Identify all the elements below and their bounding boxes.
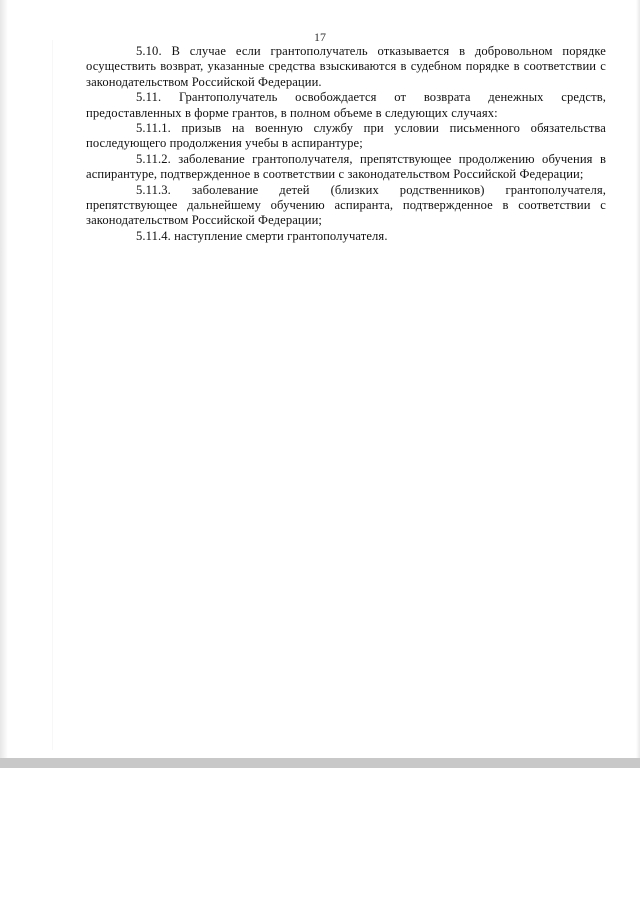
paragraph-5-11-4: 5.11.4. наступление смерти грантополучателя. — [136, 228, 388, 243]
scan-right-edge — [636, 0, 640, 760]
paragraph-5-11-3: 5.11.3. заболевание детей (близких родственников) грантополучателя, препятствующее дальнейшему обучению аспиранта, подтвержденное в соответствии с законодательством Российской Федерации; — [86, 182, 606, 228]
paragraph-5-11: 5.11. Грантополучатель освобождается от возврата денежных средств, предоставленных в форме грантов, в полном объеме в следующих случаях: — [86, 90, 606, 120]
scan-bottom-band — [0, 758, 640, 768]
document-body — [86, 44, 606, 244]
page-number: 17 — [314, 30, 326, 44]
paragraph-5-11-2: 5.11.2. заболевание грантополучателя, препятствующее продолжению обучения в аспирантуре, подтвержденное в соответствии с законодательством Российской Федерации; — [86, 151, 606, 182]
scan-left-edge — [0, 0, 8, 760]
paragraph-5-10: 5.10. В случае если грантополучатель отказывается в добровольном порядке осуществить возврат, указанные средства взыскиваются в судебном порядке в соответствии с законодательством Российской Федерации. — [86, 44, 606, 89]
scan-crease — [52, 40, 53, 750]
paragraph-5-11-1: 5.11.1. призыв на военную службу при условии письменного обязательства последующего продолжения учебы в аспирантуре; — [86, 121, 606, 151]
